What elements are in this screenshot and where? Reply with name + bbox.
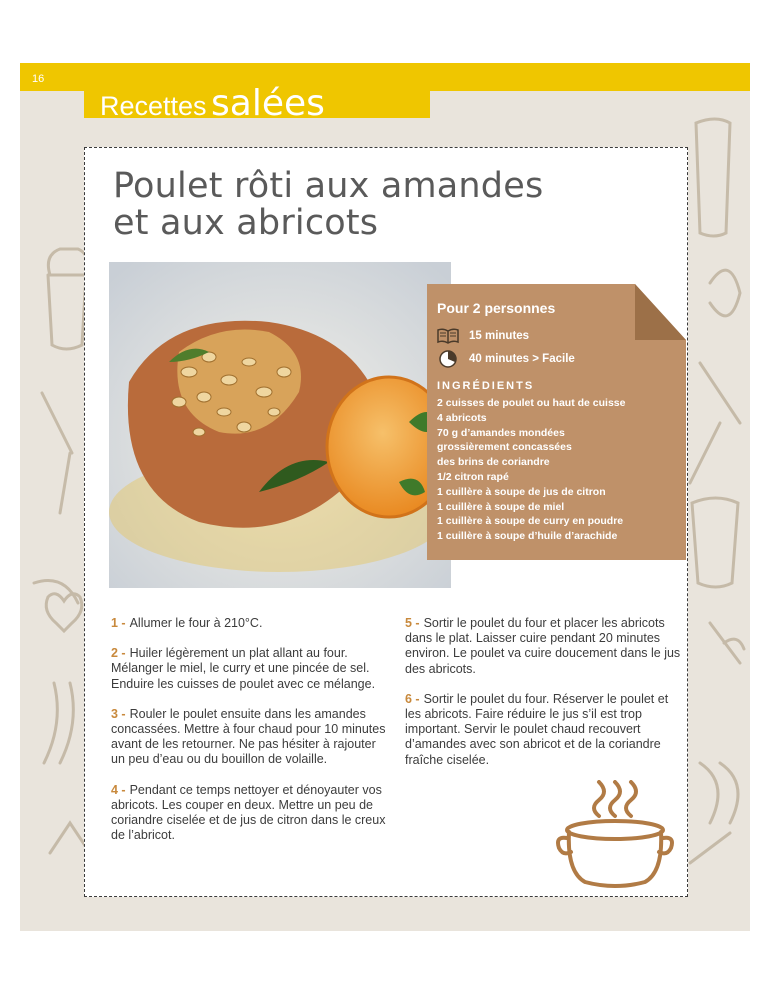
recipe-title — [113, 168, 633, 242]
page-number: 16 — [32, 73, 45, 85]
step-number: 2 - — [111, 646, 126, 661]
step-text: Sortir le poulet du four. Réserver le poulet et les abricots. Faire réduire le jus s’il est trop important. Servir le poulet chaud recouvert d’amandes avec son abricot et de la coriandre fraîche ciselée. — [405, 691, 669, 767]
cook-time: 40 minutes > Facile — [469, 353, 575, 365]
recipe-title-line-2: et aux abricots — [113, 203, 379, 243]
section-title-recettes: Recettes — [100, 91, 207, 121]
step-text: Allumer le four à 210°C. — [129, 616, 263, 630]
step-number: 4 - — [111, 782, 126, 797]
ingredient-item: 1/2 citron rapé — [437, 470, 509, 483]
ingredients-list — [437, 396, 625, 544]
dish-photo — [109, 262, 451, 588]
section-header — [84, 63, 430, 124]
step-text: Pendant ce temps nettoyer et dénoyauter vos abricots. Les couper en deux. Mettre un peu de coriandre ciselée et de jus de citron dans le creux de l’abricot. — [111, 782, 386, 843]
step-number: 3 - — [111, 706, 126, 721]
recipe-title-line-1: Poulet rôti aux amandes — [113, 166, 544, 206]
step-number: 6 - — [405, 691, 420, 706]
ingredient-item: des brins de coriandre — [437, 456, 550, 469]
cooking-pot-icon — [555, 780, 675, 890]
ingredients-heading: INGRÉDIENTS — [437, 380, 535, 392]
step-1 — [111, 616, 393, 631]
open-book-icon — [437, 328, 459, 344]
prep-time-row — [437, 328, 529, 344]
step-6 — [405, 692, 687, 768]
step-2 — [111, 646, 393, 692]
cook-time-row — [437, 351, 575, 367]
ingredient-item: grossièrement concassées — [437, 441, 572, 454]
ingredient-item: 1 cuillère à soupe de miel — [437, 500, 565, 513]
step-3 — [111, 707, 393, 768]
timer-icon — [437, 351, 459, 367]
ingredient-item: 2 cuisses de poulet ou haut de cuisse — [437, 397, 626, 409]
step-text: Huiler légèrement un plat allant au four. Mélanger le miel, le curry et une pincée de sel. Enduire les cuisses de poulet avec ce mélange. — [111, 646, 376, 691]
prep-time: 15 minutes — [469, 330, 530, 342]
servings: Pour 2 personnes — [437, 300, 556, 316]
ingredient-item: 4 abricots — [437, 411, 487, 424]
recipe-card — [84, 147, 688, 897]
ingredient-item: 1 cuillère à soupe d’huile d’arachide — [437, 530, 618, 543]
ingredient-item: 1 cuillère à soupe de jus de citron — [437, 485, 606, 498]
ingredient-item: 70 g d’amandes mondées — [437, 426, 565, 439]
section-title-salees: salées — [211, 83, 325, 124]
steps-column-right — [405, 616, 687, 783]
step-4 — [111, 783, 393, 844]
step-text: Rouler le poulet ensuite dans les amandes concassées. Mettre à four chaud pour 10 minutes avant de les retourner. Ne pas hésiter à rajouter un peu d’eau ou du bouillon de volaille. — [111, 706, 386, 767]
ingredient-item: 1 cuillère à soupe de curry en poudre — [437, 515, 624, 528]
step-5 — [405, 616, 687, 677]
step-number: 5 - — [405, 616, 420, 630]
step-number: 1 - — [111, 616, 126, 630]
page-sheet — [20, 63, 750, 931]
step-text: Sortir le poulet du four et placer les abricots dans le plat. Laisser cuire pendant 20 minutes environ. Le poulet va cuire doucement dans le jus des abricots. — [405, 616, 681, 676]
steps-column-left — [111, 616, 393, 858]
info-box-folded-corner — [635, 284, 686, 340]
